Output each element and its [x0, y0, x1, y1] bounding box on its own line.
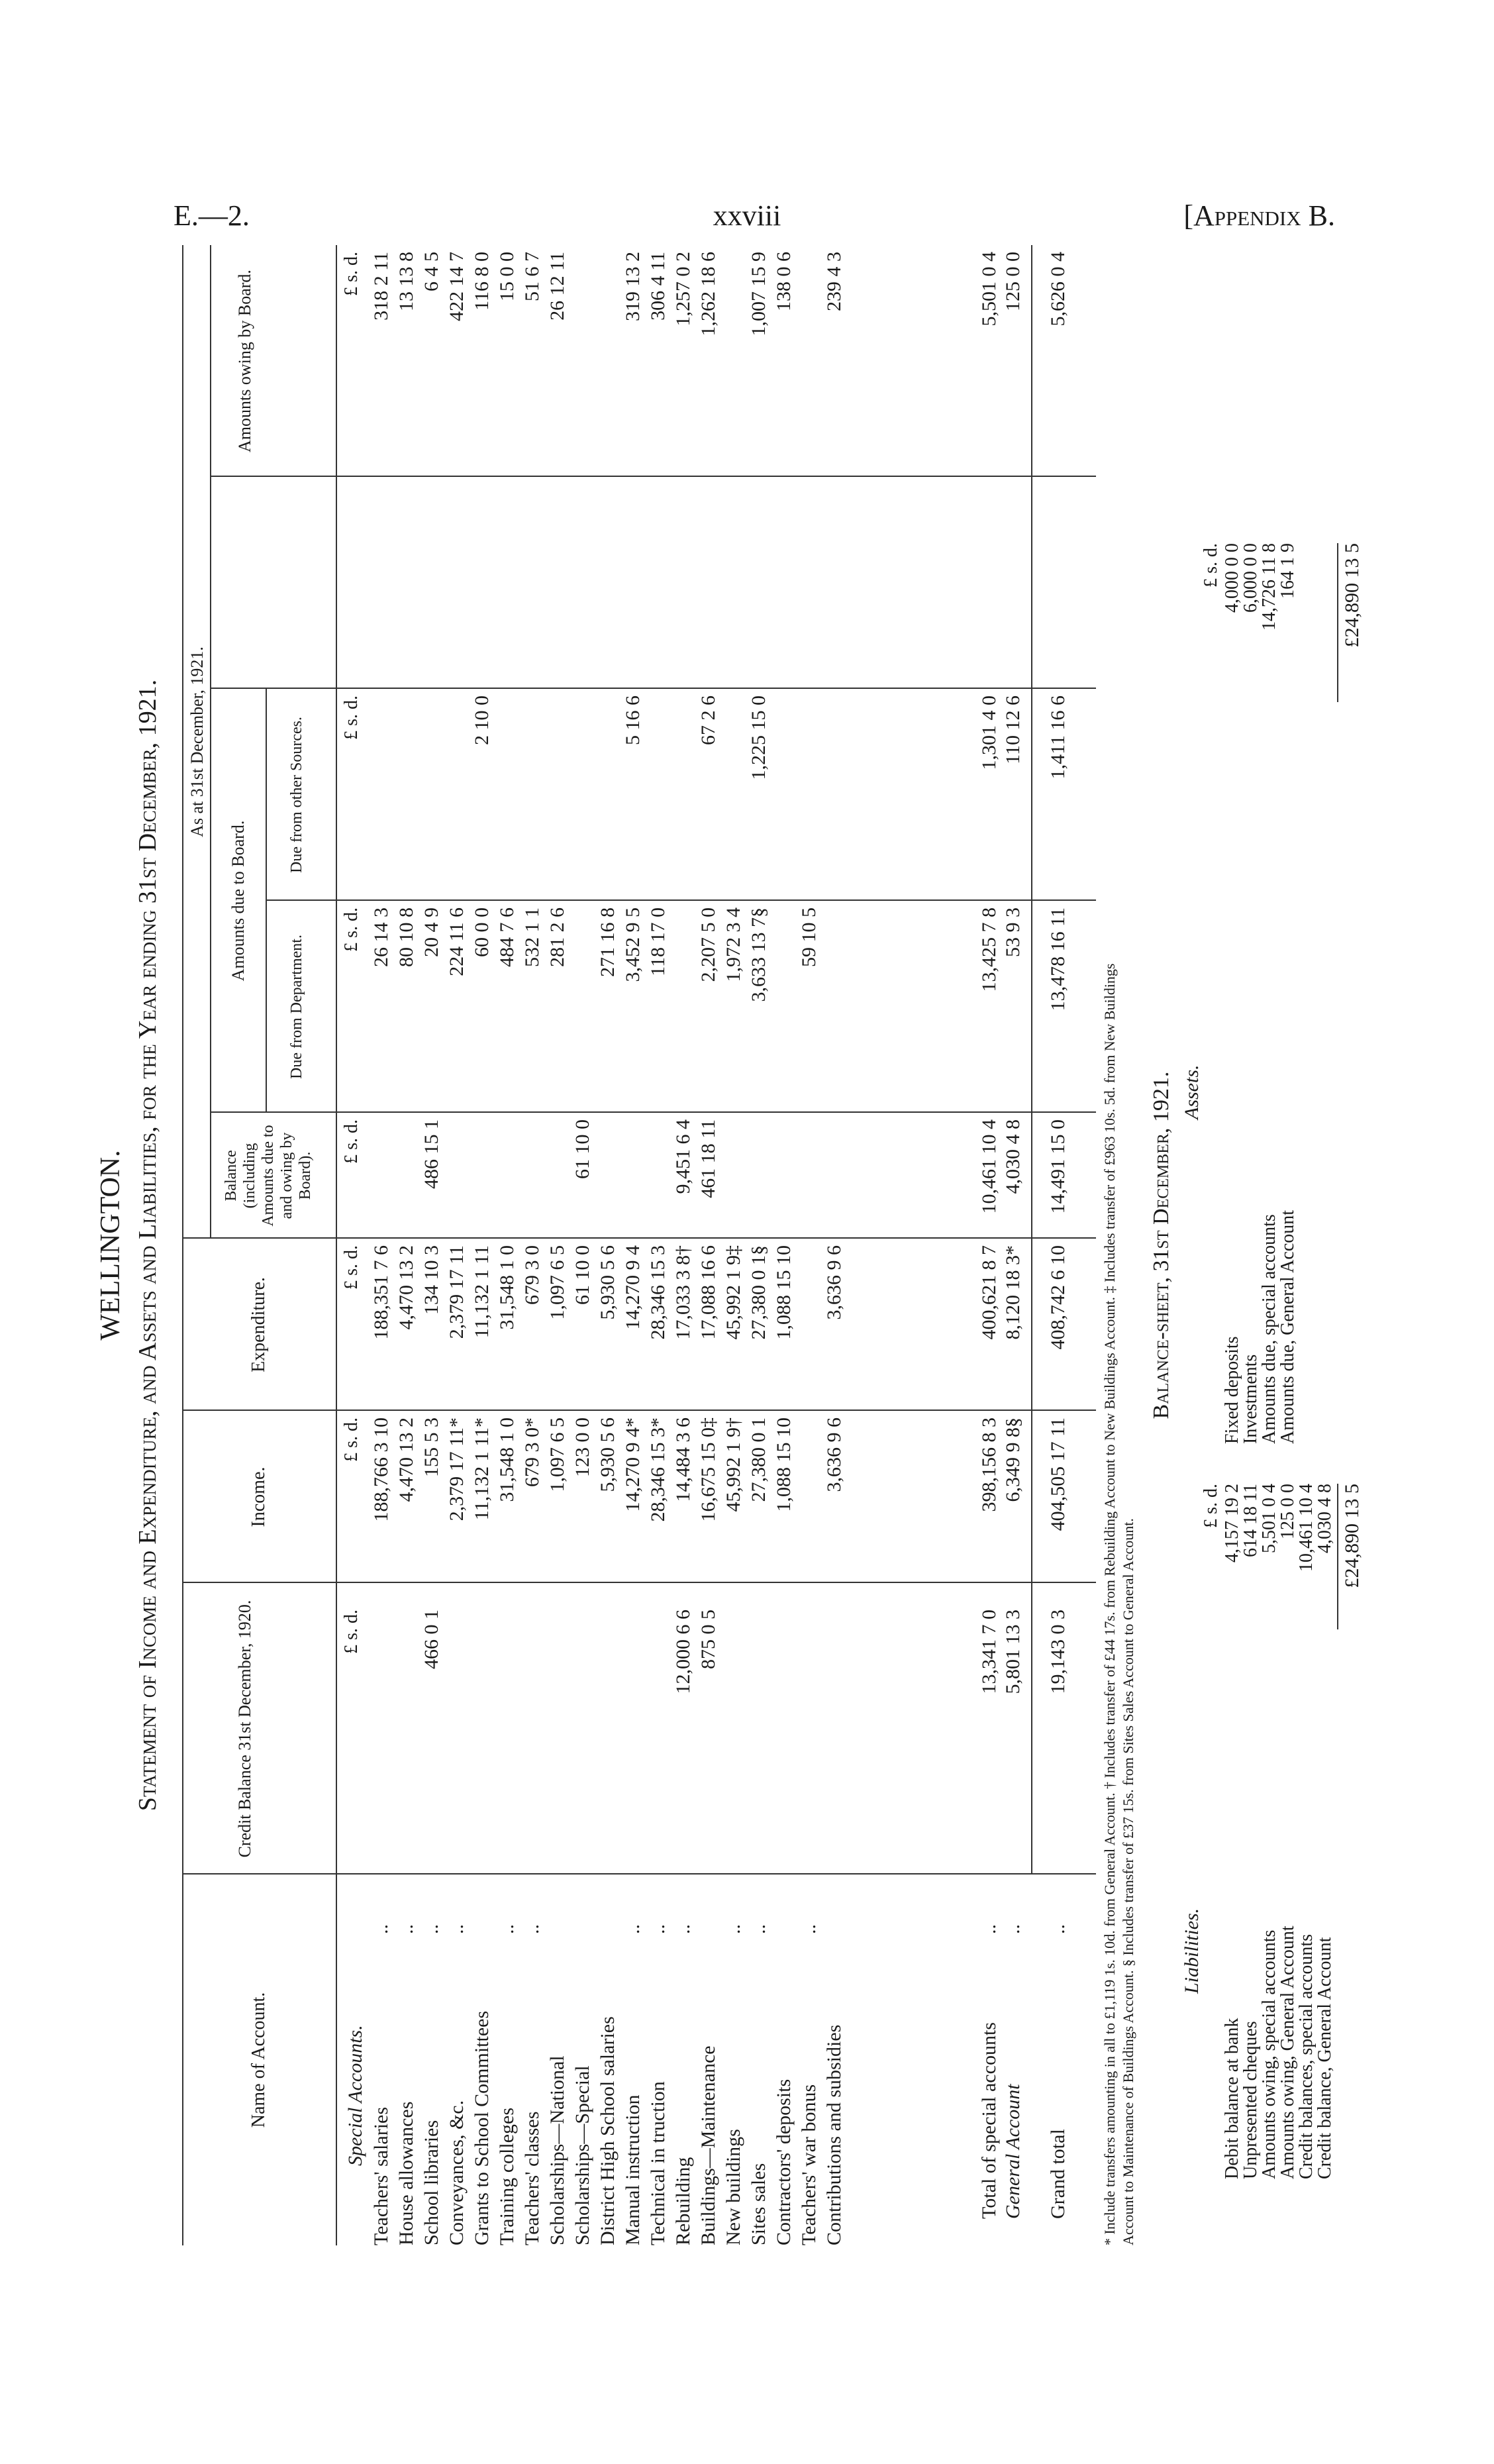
- liability-label: Credit balance, General Account: [1315, 1937, 1335, 2179]
- leader-dots: ..: [521, 1924, 543, 1934]
- cell-owing: 51 6 7: [521, 252, 543, 301]
- cell-dept: 281 2 6: [546, 907, 568, 967]
- cell-expend: 679 3 0: [521, 1245, 543, 1305]
- cell-income: 2,379 17 11*: [446, 1417, 468, 1521]
- leader-dots: ..: [446, 1924, 468, 1934]
- cell-expend: 1,097 6 5: [546, 1245, 568, 1320]
- cell-income: 45,992 1 9†: [722, 1417, 744, 1512]
- leader-dots: ..: [370, 1924, 392, 1934]
- table-row: [597, 245, 619, 2245]
- table-row: [421, 245, 443, 2245]
- cell-credit: 875 0 5: [697, 1610, 719, 1669]
- account-name: Scholarships—Special: [572, 2065, 593, 2245]
- assets-lsd: £ s. d.: [1201, 543, 1221, 588]
- liabilities-heading: Liabilities.: [1181, 1908, 1203, 1994]
- cell-expend: 17,088 16 6: [697, 1245, 719, 1340]
- cell-owing: 1,262 18 6: [697, 252, 719, 336]
- col-balance: Balance (including Amounts due to and owing by Board).: [223, 1125, 314, 1227]
- cell-owing: 15 0 0: [496, 252, 518, 301]
- liability-amount: 10,461 10 4: [1296, 1484, 1317, 1572]
- cell-other: 1,225 15 0: [748, 695, 770, 780]
- account-name: Rebuilding: [672, 2157, 694, 2245]
- cell-owing: 26 12 11: [546, 252, 568, 321]
- cell-owing: 13 13 8: [395, 252, 417, 311]
- cell-income: 188,766 3 10: [370, 1417, 392, 1522]
- account-name: District High School salaries: [597, 2016, 619, 2245]
- table-row: [1002, 245, 1024, 2245]
- table-row: [773, 245, 795, 2245]
- table-row: [722, 245, 745, 2245]
- table-row: [672, 245, 695, 2245]
- cell-expend: 8,120 18 3*: [1002, 1245, 1024, 1340]
- cell-dept: 532 1 1: [521, 907, 543, 967]
- asset-amount: 4,000 0 0: [1222, 543, 1242, 613]
- col-credit-balance: Credit Balance 31st December, 1920.: [235, 1600, 254, 1858]
- leader-dots: ..: [1002, 1924, 1024, 1934]
- cell-income: 6,349 9 8§: [1002, 1417, 1024, 1502]
- leader-dots: ..: [722, 1924, 744, 1934]
- cell-expend: 61 10 0: [572, 1245, 593, 1305]
- cell-income: 14,270 9 4*: [622, 1417, 644, 1512]
- account-name: Contributions and subsidies: [823, 2024, 845, 2245]
- table-row: [370, 245, 393, 2245]
- table-row: [748, 245, 770, 2245]
- col-due-other: Due from other Sources.: [288, 717, 305, 873]
- cell-income: 155 5 3: [421, 1417, 442, 1477]
- cell-other: 2 10 0: [471, 695, 493, 745]
- cell-owing: 6 4 5: [421, 252, 442, 291]
- cell-credit: 12,000 6 6: [672, 1610, 694, 1694]
- table-row: [496, 245, 519, 2245]
- cell-expend: 27,380 0 1§: [748, 1245, 770, 1340]
- cell-owing: 239 4 3: [823, 252, 845, 311]
- leader-dots: ..: [395, 1924, 417, 1934]
- cell-credit: 13,341 7 0: [978, 1610, 1000, 1694]
- lsd-other: £ s. d.: [341, 695, 362, 740]
- col-due-to-board: Amounts due to Board.: [228, 820, 248, 982]
- cell-expend: 14,270 9 4: [622, 1245, 644, 1330]
- account-name: Grand total: [1047, 2129, 1069, 2219]
- cell-dept: 60 0 0: [471, 907, 493, 957]
- liability-label: Amounts owing, special accounts: [1259, 1929, 1279, 2179]
- cell-income: 11,132 1 11*: [471, 1417, 493, 1521]
- footnote-line-2: Account to Maintenance of Buildings Account. § Includes transfer of £37 15s. from Sites Sales Account to General Account.: [1120, 1518, 1136, 2245]
- table-row: [546, 245, 569, 2245]
- account-name: House allowances: [395, 2101, 417, 2245]
- liabilities-total: £24,890 13 5: [1341, 1484, 1363, 1588]
- asset-label: Fixed deposits: [1222, 1336, 1242, 1444]
- asset-label: Amounts due, special accounts: [1259, 1214, 1279, 1444]
- account-name: Grants to School Committees: [471, 2010, 493, 2245]
- assets-heading: Assets.: [1181, 1064, 1203, 1119]
- cell-dept: 224 11 6: [446, 907, 468, 976]
- cell-income: 27,380 0 1: [748, 1417, 770, 1502]
- header-left: E.—2.: [174, 199, 250, 232]
- cell-expend: 2,379 17 11: [446, 1245, 468, 1339]
- page-number: xxviii: [713, 199, 781, 232]
- cell-expend: 188,351 7 6: [370, 1245, 392, 1340]
- account-name: Manual instruction: [622, 2094, 644, 2245]
- cell-other: 1,411 16 6: [1047, 695, 1069, 780]
- liability-label: Debit balance at bank: [1222, 2018, 1242, 2179]
- cell-owing: 306 4 11: [647, 252, 669, 321]
- leader-dots: ..: [978, 1924, 1000, 1934]
- cell-owing: 138 0 6: [773, 252, 795, 311]
- cell-other: 1,301 4 0: [978, 695, 1000, 770]
- col-income: Income.: [248, 1466, 269, 1527]
- table-row: [697, 245, 720, 2245]
- lsd-dept: £ s. d.: [341, 907, 362, 952]
- asset-amount: 6,000 0 0: [1240, 543, 1261, 613]
- cell-income: 16,675 15 0‡: [697, 1417, 719, 1522]
- table-row: [798, 245, 821, 2245]
- cell-dept: 80 10 8: [395, 907, 417, 967]
- account-name: Total of special accounts: [978, 2022, 1000, 2219]
- liability-amount: 125 0 0: [1277, 1484, 1298, 1539]
- account-name: Sites sales: [748, 2163, 770, 2245]
- cell-income: 4,470 13 2: [395, 1417, 417, 1502]
- cell-dept: 3,452 9 5: [622, 907, 644, 982]
- liability-label: Credit balances, special accounts: [1296, 1933, 1317, 2179]
- account-name: Teachers' war bonus: [798, 2084, 820, 2245]
- cell-expend: 1,088 15 10: [773, 1245, 795, 1340]
- account-name: Contractors' deposits: [773, 2079, 795, 2245]
- cell-expend: 31,548 1 0: [496, 1245, 518, 1330]
- cell-expend: 400,621 8 7: [978, 1245, 1000, 1340]
- cell-dept: 2,207 5 0: [697, 907, 719, 982]
- cell-other: 110 12 6: [1002, 695, 1024, 764]
- cell-expend: 408,742 6 10: [1047, 1245, 1069, 1350]
- cell-owing: 1,007 15 9: [748, 252, 770, 336]
- leader-dots: ..: [748, 1924, 770, 1934]
- liability-amount: 4,157 19 2: [1222, 1484, 1242, 1563]
- leader-dots: ..: [798, 1924, 820, 1934]
- cell-owing: 5,626 0 4: [1047, 252, 1069, 327]
- cell-other: 5 16 6: [622, 695, 644, 745]
- account-name: New buildings: [722, 2129, 744, 2245]
- balance-sheet-title: Balance-sheet, 31st December, 1921.: [1149, 1071, 1173, 1419]
- col-expenditure: Expenditure.: [248, 1277, 269, 1372]
- table-row: [572, 245, 594, 2245]
- account-name: General Account: [1002, 2084, 1024, 2219]
- cell-dept: 13,478 16 11: [1047, 907, 1069, 1011]
- leader-dots: ..: [421, 1924, 442, 1934]
- cell-expend: 134 10 3: [421, 1245, 442, 1315]
- table-row: [471, 245, 493, 2245]
- cell-dept: 118 17 0: [647, 907, 669, 976]
- cell-dept: 484 7 6: [496, 907, 518, 967]
- table-row: [622, 245, 644, 2245]
- cell-dept: 53 9 3: [1002, 907, 1024, 957]
- leader-dots: ..: [672, 1924, 694, 1934]
- lsd-owing: £ s. d.: [341, 252, 362, 296]
- cell-other: 67 2 6: [697, 695, 719, 745]
- cell-balance: 14,491 15 0: [1047, 1119, 1069, 1214]
- cell-income: 5,930 5 6: [597, 1417, 619, 1492]
- cell-expend: 4,470 13 2: [395, 1245, 417, 1330]
- account-name: Scholarships—National: [546, 2055, 568, 2245]
- section-label: Special Accounts.: [344, 2025, 366, 2166]
- cell-balance: 4,030 4 8: [1002, 1119, 1024, 1194]
- asset-amount: 164 1 9: [1277, 543, 1298, 599]
- table-row: [978, 245, 1001, 2245]
- cell-dept: 59 10 5: [798, 907, 820, 967]
- cell-dept: 13,425 7 8: [978, 907, 1000, 992]
- cell-expend: 11,132 1 11: [471, 1245, 493, 1339]
- cell-income: 14,484 3 6: [672, 1417, 694, 1502]
- cell-income: 123 0 0: [572, 1417, 593, 1477]
- cell-income: 404,505 17 11: [1047, 1417, 1069, 1531]
- account-name: Training colleges: [496, 2107, 518, 2245]
- cell-expend: 45,992 1 9‡: [722, 1245, 744, 1340]
- assets-total: £24,890 13 5: [1341, 543, 1363, 648]
- cell-balance: 61 10 0: [572, 1119, 593, 1179]
- col-owing: Amounts owing by Board.: [235, 270, 254, 452]
- liabilities-lsd: £ s. d.: [1201, 1484, 1221, 1528]
- liability-amount: 4,030 4 8: [1315, 1484, 1335, 1553]
- col-due-department: Due from Department.: [288, 935, 305, 1079]
- cell-balance: 9,451 6 4: [672, 1119, 694, 1194]
- cell-balance: 486 15 1: [421, 1119, 442, 1189]
- footnote-line-1: * Include transfers amounting in all to £1,119 1s. 10d. from General Account. † Includes transfer of £44 17s. from Rebuilding Account to New Buildings Account. ‡ Includes transfer of £963 10s. 5d. from New Buildings: [1101, 963, 1118, 2245]
- cell-income: 3,636 9 6: [823, 1417, 845, 1492]
- cell-credit: 466 0 1: [421, 1610, 442, 1669]
- col-as-at: As at 31st December, 1921.: [187, 646, 207, 837]
- asset-amount: 14,726 11 8: [1259, 543, 1279, 631]
- cell-expend: 17,033 3 8†: [672, 1245, 694, 1340]
- cell-income: 1,088 15 10: [773, 1417, 795, 1512]
- region-title: WELLINGTON.: [95, 1150, 126, 1341]
- account-name: Buildings—Maintenance: [697, 2045, 719, 2245]
- cell-owing: 1,257 0 2: [672, 252, 694, 327]
- cell-dept: 26 14 3: [370, 907, 392, 967]
- cell-income: 31,548 1 0: [496, 1417, 518, 1502]
- cell-credit: 5,801 13 3: [1002, 1610, 1024, 1694]
- leader-dots: ..: [1047, 1924, 1069, 1934]
- cell-owing: 318 2 11: [370, 252, 392, 321]
- lsd-income: £ s. d.: [341, 1417, 362, 1462]
- cell-income: 1,097 6 5: [546, 1417, 568, 1492]
- liability-label: Amounts owing, General Account: [1277, 1925, 1298, 2179]
- cell-balance: 10,461 10 4: [978, 1119, 1000, 1214]
- cell-credit: 19,143 0 3: [1047, 1610, 1069, 1694]
- cell-income: 28,346 15 3*: [647, 1417, 669, 1522]
- account-name: Teachers' classes: [521, 2111, 543, 2245]
- lsd-credit: £ s. d.: [341, 1610, 362, 1654]
- table-row: [395, 245, 418, 2245]
- table-row: [823, 245, 846, 2245]
- col-name-account: Name of Account.: [248, 1992, 269, 2128]
- cell-dept: 1,972 3 4: [722, 907, 744, 982]
- table-row: [1047, 245, 1070, 2245]
- leader-dots: ..: [622, 1924, 644, 1934]
- account-name: Conveyances, &c.: [446, 2100, 468, 2245]
- header-right: [Appendix B.: [1183, 199, 1335, 232]
- cell-expend: 5,930 5 6: [597, 1245, 619, 1320]
- cell-dept: 20 4 9: [421, 907, 442, 957]
- cell-dept: 271 16 8: [597, 907, 619, 977]
- cell-owing: 319 13 2: [622, 252, 644, 321]
- cell-balance: 461 18 11: [697, 1119, 719, 1198]
- leader-dots: ..: [496, 1924, 518, 1934]
- cell-owing: 422 14 7: [446, 252, 468, 321]
- liability-amount: 5,501 0 4: [1259, 1484, 1279, 1553]
- cell-owing: 116 8 0: [471, 252, 493, 311]
- cell-owing: 125 0 0: [1002, 252, 1024, 311]
- lsd-expenditure: £ s. d.: [341, 1245, 362, 1290]
- cell-income: 679 3 0*: [521, 1417, 543, 1487]
- cell-dept: 3,633 13 7§: [748, 907, 770, 1002]
- account-name: Technical in truction: [647, 2081, 669, 2245]
- table-row: [521, 245, 544, 2245]
- table-row: [446, 245, 468, 2245]
- table-row: [647, 245, 670, 2245]
- liability-label: Unpresented cheques: [1240, 2021, 1261, 2179]
- rotated-statement: [89, 245, 1363, 2245]
- asset-label: Investments: [1240, 1354, 1261, 1444]
- asset-label: Amounts due, General Account: [1277, 1209, 1298, 1444]
- account-name: Teachers' salaries: [370, 2106, 392, 2245]
- cell-expend: 28,346 15 3: [647, 1245, 669, 1340]
- cell-expend: 3,636 9 6: [823, 1245, 845, 1320]
- liability-amount: 614 18 11: [1240, 1484, 1261, 1557]
- lsd-balance: £ s. d.: [341, 1119, 362, 1164]
- account-name: School libraries: [421, 2120, 442, 2245]
- statement-title: Statement of Income and Expenditure, and Assets and Liabilities, for the Year ending 31st December, 1921.: [134, 679, 162, 1812]
- cell-owing: 5,501 0 4: [978, 252, 1000, 327]
- leader-dots: ..: [647, 1924, 669, 1934]
- cell-income: 398,156 8 3: [978, 1417, 1000, 1512]
